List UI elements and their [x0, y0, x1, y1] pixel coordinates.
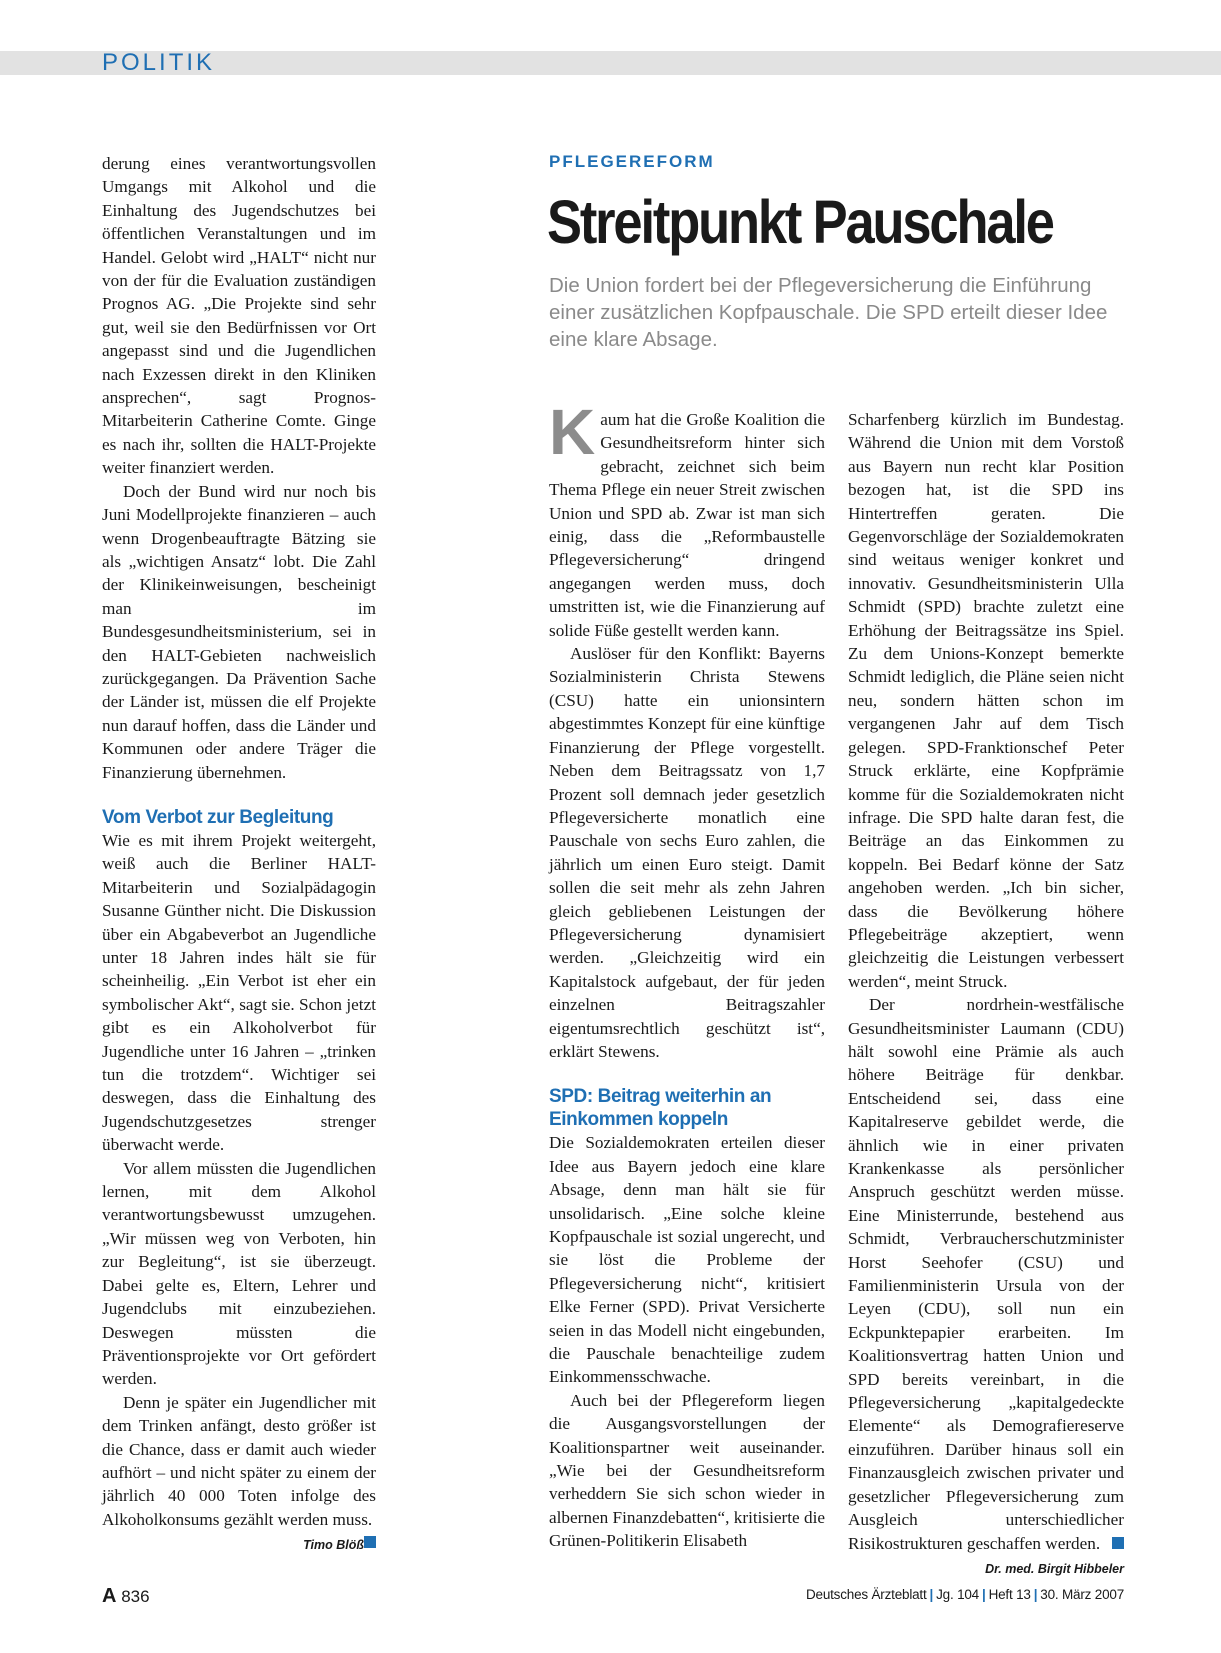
paragraph: Vor allem müssten die Jugendlichen lernen, mit dem Alkohol verantwortungsbewusst umzugehen. „Wir müssen weg von Verboten, hin zur Begleitung“, ist sie überzeugt. Dabei gelte es, Eltern, Lehrer und Jugendclubs mit einzubeziehen. Deswegen müssten die Präventionsprojekte vor Ort gefördert werden. — [102, 1158, 376, 1389]
paragraph-last — [848, 993, 1124, 1555]
author-byline: Timo Blöß — [303, 1538, 364, 1553]
paragraph: Doch der Bund wird nur noch bis Juni Modellprojekte finanzieren – auch wenn Drogenbeauftragte Bätzing sie als „wichtigen Ansatz“ lobt. Die Zahl der Klinikeinweisungen, bescheinigt man im Bundesgesundheitsministerium, sei in den HALT-Gebieten nachweislich zurückgegangen. Da Prävention Sache der Länder ist, müssen die elf Projekte nun darauf hoffen, dass die Länder und Kommunen oder andere Träger die Finanzierung übernehmen. — [102, 481, 376, 782]
paragraph-text: Der nordrhein-westfälische Gesundheitsminister Laumann (CDU) hält sowohl eine Prämie als auch höhere Beiträge für denkbar. Entscheidend sei, dass eine Kapitalreserve gebildet werde, die ähnlich wie in einer privaten Krankenkasse als persönlicher Anspruch geschützt werden müsse. Eine Ministerrunde, bestehend aus Schmidt, Verbraucherschutzminister Horst Seehofer (CSU) und Familienministerin Ursula von der Leyen (CDU), soll nun ein Eckpunktepapier erarbeiten. Im Koalitionsvertrag hatten Union und SPD bereits vereinbart, in die Pflegeversicherung „kapitalgedeckte Elemente“ als Demografiereserve einzuführen. Darüber hinaus soll ein Finanzausgleich zwischen privater und gesetzlicher Pflegeversicherung zum Ausgleich unterschiedlicher Risikostrukturen geschaffen werden. — [848, 995, 1124, 1553]
paragraph: derung eines verantwortungsvollen Umgangs mit Alkohol und die Einhaltung des Jugendschutzes bei öffentlichen Veranstaltungen und im Handel. Gelobt wird „HALT“ nicht nur von der für die Evaluation zuständigen Prognos AG. „Die Projekte sind sehr gut, weil sie den Bedürfnissen vor Ort angepasst sind und die Jugendlichen nach Exzessen direkt in den Kliniken ansprechen“, sagt Prognos-Mitarbeiterin Catherine Comte. Ginge es nach ihr, sollten die HALT-Projekte weiter finanziert werden. — [102, 154, 376, 478]
section-label: POLITIK — [102, 49, 216, 76]
subheading: Vom Verbot zur Begleitung — [102, 806, 334, 828]
page-number-value: 836 — [121, 1587, 150, 1606]
article-column-1 — [549, 396, 825, 1553]
previous-article-column — [102, 152, 376, 1554]
issue: Heft 13 — [988, 1587, 1031, 1602]
end-mark-icon — [364, 1536, 376, 1548]
separator: | — [1033, 1587, 1038, 1602]
separator: | — [929, 1587, 934, 1602]
journal-name: Deutsches Ärzteblatt — [805, 1587, 927, 1602]
drop-cap: K — [549, 396, 596, 468]
page-number — [102, 1585, 150, 1608]
paragraph-text: Denn je später ein Jugendlicher mit dem Trinken anfängt, desto größer ist die Chance, dass er damit auch wieder aufhört – und nicht später zu einem der jährlich 40 000 Toten infolge des Alkoholkonsums gezählt werden muss. — [102, 1392, 376, 1529]
author-byline: Dr. med. Birgit Hibbeler — [985, 1561, 1124, 1576]
issue-date: 30. März 2007 — [1040, 1587, 1124, 1602]
paragraph: Wie es mit ihrem Projekt weitergeht, weiß auch die Berliner HALT-Mitarbeiterin und Sozialpädagogin Susanne Günther nicht. Die Diskussion über ein Abgabeverbot an Jugendliche unter 18 Jahren indes hält sie für scheinheilig. „Ein Verbot ist eher ein symbolischer Akt“, sagt sie. Schon jetzt gibt es ein Alkoholverbot für Jugendliche unter 16 Jahren – „trinken tun die trotzdem“. Wichtiger sei deswegen, dass die Einhaltung des Jugendschutzgesetzes strenger überwacht werde. — [102, 830, 376, 1155]
paragraph-last — [102, 1391, 376, 1531]
paragraph: Die Sozialdemokraten erteilen dieser Idee aus Bayern jedoch eine klare Absage, denn man hält sie für unsolidarisch. „Eine solche kleine Kopfpauschale ist sozial ungerecht, und sie löst die Probleme der Pflegeversicherung nicht“, kritisiert Elke Ferner (SPD). Privat Versicherte seien in das Modell nicht eingebunden, die Pauschale benachteilige zudem Einkommensschwache. — [549, 1133, 825, 1387]
article-kicker: PFLEGEREFORM — [549, 152, 715, 171]
page-footer — [102, 1585, 1124, 1607]
article-column-2 — [848, 408, 1124, 1578]
end-mark-icon — [1112, 1537, 1124, 1549]
paragraph-continued: Scharfenberg kürzlich im Bundestag. Während die Union mit dem Vorstoß aus Bayern nun recht klar Position bezogen hat, ist die SPD ins Hintertreffen geraten. Die Gegenvorschläge der Sozialdemokraten sind weitaus weniger konkret und innovativ. Gesundheitsministerin Ulla Schmidt (SPD) brachte zuletzt eine Erhöhung der Beitragssätze ins Spiel. Zu dem Unions-Konzept bemerkte Schmidt lediglich, die Pläne seien nicht neu, sondern hätten schon im vergangenen Jahr auf dem Tisch gelegen. SPD-Franktionschef Peter Struck erklärte, eine Kopfprämie komme für die Sozialdemokraten nicht infrage. Die SPD halte daran fest, die Beiträge an das Einkommen zu koppeln. Bei Bedarf könne der Satz angehoben werden. „Ich bin sicher, dass die Bevölkerung höhere Pflegebeiträge akzeptiert, wenn gleichzeitig die Leistungen verbessert werden“, meint Struck. — [848, 410, 1124, 991]
article-deck: Die Union fordert bei der Pflegeversicherung die Einführung einer zusätzlichen Kopfpauschale. Die SPD erteilt dieser Idee eine klare Absage. — [549, 274, 1108, 351]
volume: Jg. 104 — [936, 1587, 979, 1602]
subheading: SPD: Beitrag weiterhin an Einkommen koppeln — [549, 1086, 772, 1131]
paragraph-text: aum hat die Große Koalition die Gesundheitsreform hinter sich gebracht, zeichnet sich beim Thema Pflege ein neuer Streit zwischen Union und SPD ab. Zwar ist man sich einig, dass die „Reformbaustelle Pflegeversicherung“ dringend angegangen werden muss, doch umstritten ist, wie die Finanzierung auf solide Füße gestellt werden kann. — [549, 410, 825, 640]
lead-paragraph — [549, 396, 825, 642]
page-letter: A — [102, 1585, 117, 1607]
paragraph: Auslöser für den Konflikt: Bayerns Sozialministerin Christa Stewens (CSU) hatte ein unionsintern abgestimmtes Konzept für eine künftige Finanzierung der Pflege vorgestellt. Neben dem Beitragssatz von 1,7 Prozent soll demnach jeder gesetzlich Pflegeversicherte monatlich eine Pauschale von sechs Euro zahlen, die jährlich um einen Euro steigt. Damit sollen die seit mehr als zehn Jahren gleich gebliebenen Leistungen der Pflegeversicherung dynamisiert werden. „Gleichzeitig wird ein Kapitalstock aufgebaut, der für jeden einzelnen Beitragszahler eigentumsrechtlich geschützt ist“, erklärt Stewens. — [549, 644, 825, 1061]
separator: | — [982, 1587, 986, 1602]
masthead — [806, 1587, 1124, 1602]
article-headline: Streitpunkt Pauschale — [547, 188, 1053, 256]
paragraph: Auch bei der Pflegereform liegen die Ausgangsvorstellungen der Koalitionspartner weit auseinander. „Wie bei der Gesundheitsreform verheddern Sie sich schon wieder in albernen Finanzdebatten“, kritisierte die Grünen-Politikerin Elisabeth — [549, 1390, 825, 1551]
